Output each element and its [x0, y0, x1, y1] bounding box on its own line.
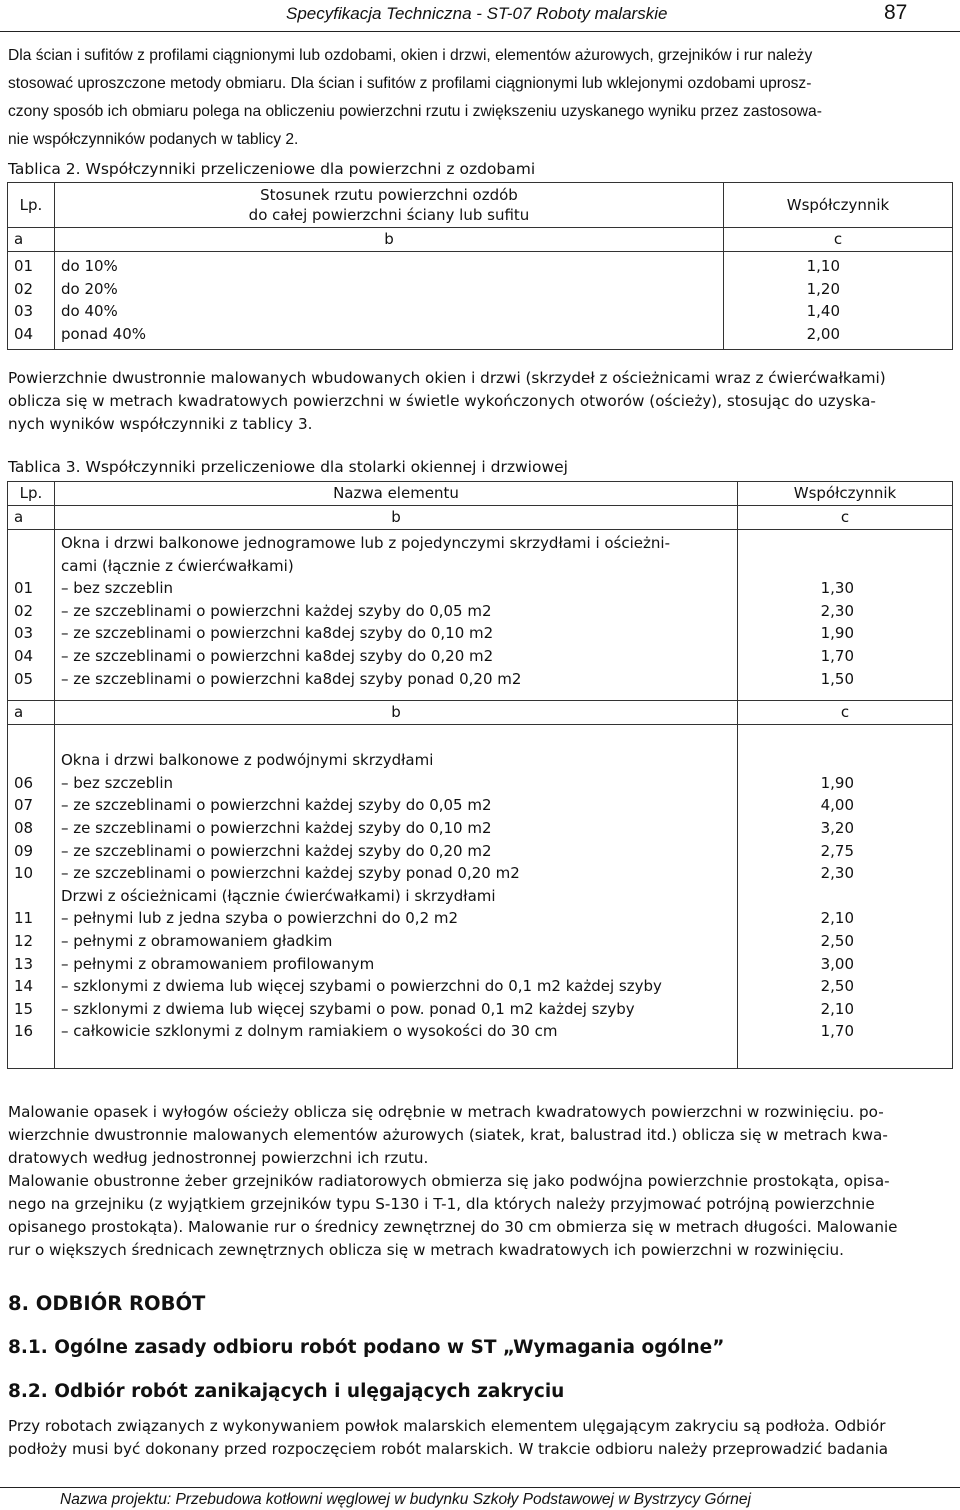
group2-title: Okna i drzwi balkonowe z podwójnymi skrzydłami	[55, 725, 738, 772]
row-lp: 04	[8, 323, 55, 350]
table-row	[8, 953, 953, 976]
row-value: 4,00	[738, 794, 953, 817]
table-row	[8, 1020, 953, 1068]
row-lp: 04	[8, 645, 55, 668]
row-lp: 06	[8, 772, 55, 795]
row-desc: – ze szczeblinami o powierzchni każdej szyby do 0,10 m2	[55, 817, 738, 840]
row-value: 1,90	[738, 622, 953, 645]
row-lp: 09	[8, 840, 55, 863]
letter-a: a	[8, 701, 55, 725]
row-desc: – pełnymi z obramowaniem profilowanym	[55, 953, 738, 976]
section-8-2-heading: 8.2. Odbiór robót zanikających i ulęgających zakryciu	[8, 1381, 565, 1402]
letter-a: a	[8, 228, 55, 252]
row-desc: – pełnymi z obramowaniem gładkim	[55, 930, 738, 953]
text-line: Przy robotach związanych z wykonywaniem powłok malarskich elementem ulęgającym zakryciu są podłoża. Odbiór	[8, 1417, 886, 1435]
text-line: oblicza się w metrach kwadratowych powierzchni w świetle wykończonych otworów (ościeży), stosując do uzyska-	[8, 392, 876, 410]
row-desc: – ze szczeblinami o powierzchni każdej szyby do 0,05 m2	[55, 600, 738, 623]
row-value: 1,70	[738, 1020, 953, 1068]
letter-c: c	[738, 506, 953, 530]
table-row	[8, 252, 953, 278]
group-title-row	[8, 885, 953, 908]
row-value: 1,20	[724, 278, 953, 301]
row-value: 2,50	[738, 930, 953, 953]
row-lp: 10	[8, 862, 55, 885]
row-lp: 13	[8, 953, 55, 976]
group1-title-line2: cami (łącznie z ćwierćwałkami)	[55, 555, 738, 578]
table-header-row	[8, 183, 953, 228]
row-lp: 01	[8, 577, 55, 600]
header-title: Specyfikacja Techniczna - ST-07 Roboty malarskie	[286, 4, 668, 23]
letter-a: a	[8, 506, 55, 530]
row-value: 2,75	[738, 840, 953, 863]
footer-project-name: Nazwa projektu: Przebudowa kotłowni węglowej w budynku Szkoły Podstawowej w Bystrzycy Górnej	[60, 1491, 751, 1508]
row-desc: – bez szczeblin	[55, 577, 738, 600]
text-line: Malowanie opasek i wyłogów ościeży oblicza się odrębnie w metrach kwadratowych powierzchni w rozwinięciu. po-	[8, 1103, 884, 1121]
row-lp: 14	[8, 975, 55, 998]
table-header-row	[8, 482, 953, 506]
text-line: czony sposób ich obmiaru polega na obliczeniu powierzchni rzutu i zwiększeniu uzyskanego wyniku przez zastosowa-	[8, 103, 822, 120]
header-name: Nazwa elementu	[55, 482, 738, 506]
row-lp: 05	[8, 668, 55, 701]
row-desc: do 40%	[55, 300, 724, 323]
table-row	[8, 817, 953, 840]
table-row	[8, 794, 953, 817]
row-lp: 16	[8, 1020, 55, 1068]
table-row	[8, 772, 953, 795]
header-ratio-line1: Stosunek rzutu powierzchni ozdób	[260, 186, 518, 204]
row-lp: 02	[8, 278, 55, 301]
footer-divider	[0, 1487, 960, 1488]
page-number: 87	[884, 1, 908, 24]
letter-c: c	[738, 701, 953, 725]
table-row	[8, 862, 953, 885]
table-row	[8, 645, 953, 668]
group-title-row	[8, 555, 953, 578]
group3-title: Drzwi z ościeżnicami (łącznie ćwierćwałkami) i skrzydłami	[55, 885, 738, 908]
row-value: 2,30	[738, 862, 953, 885]
header-ratio-line2: do całej powierzchni ściany lub sufitu	[248, 206, 530, 224]
row-lp: 02	[8, 600, 55, 623]
table-row	[8, 323, 953, 350]
table-row	[8, 975, 953, 998]
table-letter-row	[8, 506, 953, 530]
row-desc: – szklonymi z dwiema lub więcej szybami o pow. ponad 0,1 m2 każdej szyby	[55, 998, 738, 1021]
row-lp: 03	[8, 622, 55, 645]
text-line: wierzchnie dwustronnie malowanych elementów ażurowych (siatek, krat, balustrad itd.) oblicza się w metrach kwa-	[8, 1126, 888, 1144]
row-value: 1,90	[738, 772, 953, 795]
row-desc: – całkowicie szklonymi z dolnym ramiakiem o wysokości do 30 cm	[55, 1020, 738, 1068]
row-lp: 12	[8, 930, 55, 953]
text-line: stosować uproszczone metody obmiaru. Dla ścian i sufitów z profilami ciągnionymi lub wklejonymi ozdobami uprosz-	[8, 75, 812, 92]
row-desc: do 10%	[55, 252, 724, 278]
row-lp: 03	[8, 300, 55, 323]
header-lp: Lp.	[8, 482, 55, 506]
paragraph-window-doors	[8, 367, 940, 436]
page-header	[0, 0, 960, 32]
text-line: podłoży musi być dokonany przed rozpoczęciem robót malarskich. W trakcie odbioru należy przeprowadzić badania	[8, 1440, 889, 1458]
text-line: Dla ścian i sufitów z profilami ciągnionymi lub ozdobami, okien i drzwi, elementów ażurowych, grzejników i rur należy	[8, 47, 813, 64]
row-desc: – ze szczeblinami o powierzchni każdej szyby do 0,05 m2	[55, 794, 738, 817]
row-desc: – ze szczeblinami o powierzchni ka8dej szyby do 0,20 m2	[55, 645, 738, 668]
group-title-row	[8, 725, 953, 772]
letter-b: b	[55, 701, 738, 725]
table2-caption: Tablica 2. Współczynniki przeliczeniowe dla powierzchni z ozdobami	[8, 160, 536, 178]
text-line: Malowanie obustronne żeber grzejników radiatorowych obmierza się jako podwójna powierzchnie prostokąta, opisa-	[8, 1172, 890, 1190]
table-row	[8, 930, 953, 953]
table-row	[8, 907, 953, 930]
letter-c: c	[724, 228, 953, 252]
row-lp: 07	[8, 794, 55, 817]
text-line: dratowych według jednostronnej powierzchni ich rzutu.	[8, 1149, 429, 1167]
section-8-1-heading: 8.1. Ogólne zasady odbioru robót podano w ST „Wymagania ogólne”	[8, 1337, 725, 1358]
table-row	[8, 278, 953, 301]
row-desc: do 20%	[55, 278, 724, 301]
row-value: 2,00	[724, 323, 953, 350]
row-value: 1,10	[724, 252, 953, 278]
letter-b: b	[55, 228, 724, 252]
row-value: 1,40	[724, 300, 953, 323]
letter-b: b	[55, 506, 738, 530]
row-value: 2,30	[738, 600, 953, 623]
row-value: 3,20	[738, 817, 953, 840]
group-title-row	[8, 530, 953, 555]
row-value: 1,30	[738, 577, 953, 600]
table-row	[8, 300, 953, 323]
row-lp: 01	[8, 252, 55, 278]
row-desc: – szklonymi z dwiema lub więcej szybami o powierzchni do 0,1 m2 każdej szyby	[55, 975, 738, 998]
text-line: nie współczynników podanych w tablicy 2.	[8, 131, 299, 148]
table3	[7, 481, 953, 1069]
paragraph-painting-rules	[8, 1101, 940, 1262]
row-value: 2,50	[738, 975, 953, 998]
text-line: rur o większych średnicach zewnętrznych oblicza się w metrach kwadratowych ich powierzchni w rozwinięciu.	[8, 1241, 845, 1259]
section-8-heading: 8. ODBIÓR ROBÓT	[8, 1292, 206, 1315]
intro-paragraph	[8, 42, 940, 154]
table3-caption: Tablica 3. Współczynniki przeliczeniowe dla stolarki okiennej i drzwiowej	[8, 458, 568, 476]
header-ratio	[55, 183, 724, 228]
table-row	[8, 998, 953, 1021]
table-letter-row	[8, 228, 953, 252]
row-desc: – pełnymi lub z jedna szyba o powierzchni do 0,2 m2	[55, 907, 738, 930]
header-coef: Współczynnik	[738, 482, 953, 506]
text-line: nych wyników współczynniki z tablicy 3.	[8, 415, 313, 433]
row-lp: 08	[8, 817, 55, 840]
row-desc: ponad 40%	[55, 323, 724, 350]
group1-title-line1: Okna i drzwi balkonowe jednogramowe lub z pojedynczymi skrzydłami i ościeżni-	[55, 530, 738, 555]
table-row	[8, 840, 953, 863]
table-letter-row	[8, 701, 953, 725]
text-line: opisanego prostokąta). Malowanie rur o średnicy zewnętrznej do 30 cm obmierza się w metrach długości. Malowanie	[8, 1218, 898, 1236]
table2	[7, 182, 953, 350]
row-lp: 11	[8, 907, 55, 930]
header-coef: Współczynnik	[724, 183, 953, 228]
row-value: 1,50	[738, 668, 953, 701]
row-desc: – bez szczeblin	[55, 772, 738, 795]
table-row	[8, 600, 953, 623]
header-divider	[0, 31, 960, 32]
row-value: 1,70	[738, 645, 953, 668]
table-row	[8, 622, 953, 645]
row-desc: – ze szczeblinami o powierzchni ka8dej szyby ponad 0,20 m2	[55, 668, 738, 701]
text-line: Powierzchnie dwustronnie malowanych wbudowanych okien i drzwi (skrzydeł z ościeżnicami wraz z ćwierćwałkami)	[8, 369, 886, 387]
row-desc: – ze szczeblinami o powierzchni każdej szyby ponad 0,20 m2	[55, 862, 738, 885]
header-lp: Lp.	[8, 183, 55, 228]
row-desc: – ze szczeblinami o powierzchni każdej szyby do 0,20 m2	[55, 840, 738, 863]
table-row	[8, 577, 953, 600]
row-desc: – ze szczeblinami o powierzchni ka8dej szyby do 0,10 m2	[55, 622, 738, 645]
text-line: nego na grzejniku (z wyjątkiem grzejników typu S-130 i T-1, dla których należy przyjmować potrójną powierzchnie	[8, 1195, 875, 1213]
row-lp: 15	[8, 998, 55, 1021]
paragraph-acceptance	[8, 1415, 940, 1461]
row-value: 3,00	[738, 953, 953, 976]
row-value: 2,10	[738, 907, 953, 930]
row-value: 2,10	[738, 998, 953, 1021]
page-footer	[0, 1484, 960, 1510]
table-row	[8, 668, 953, 701]
